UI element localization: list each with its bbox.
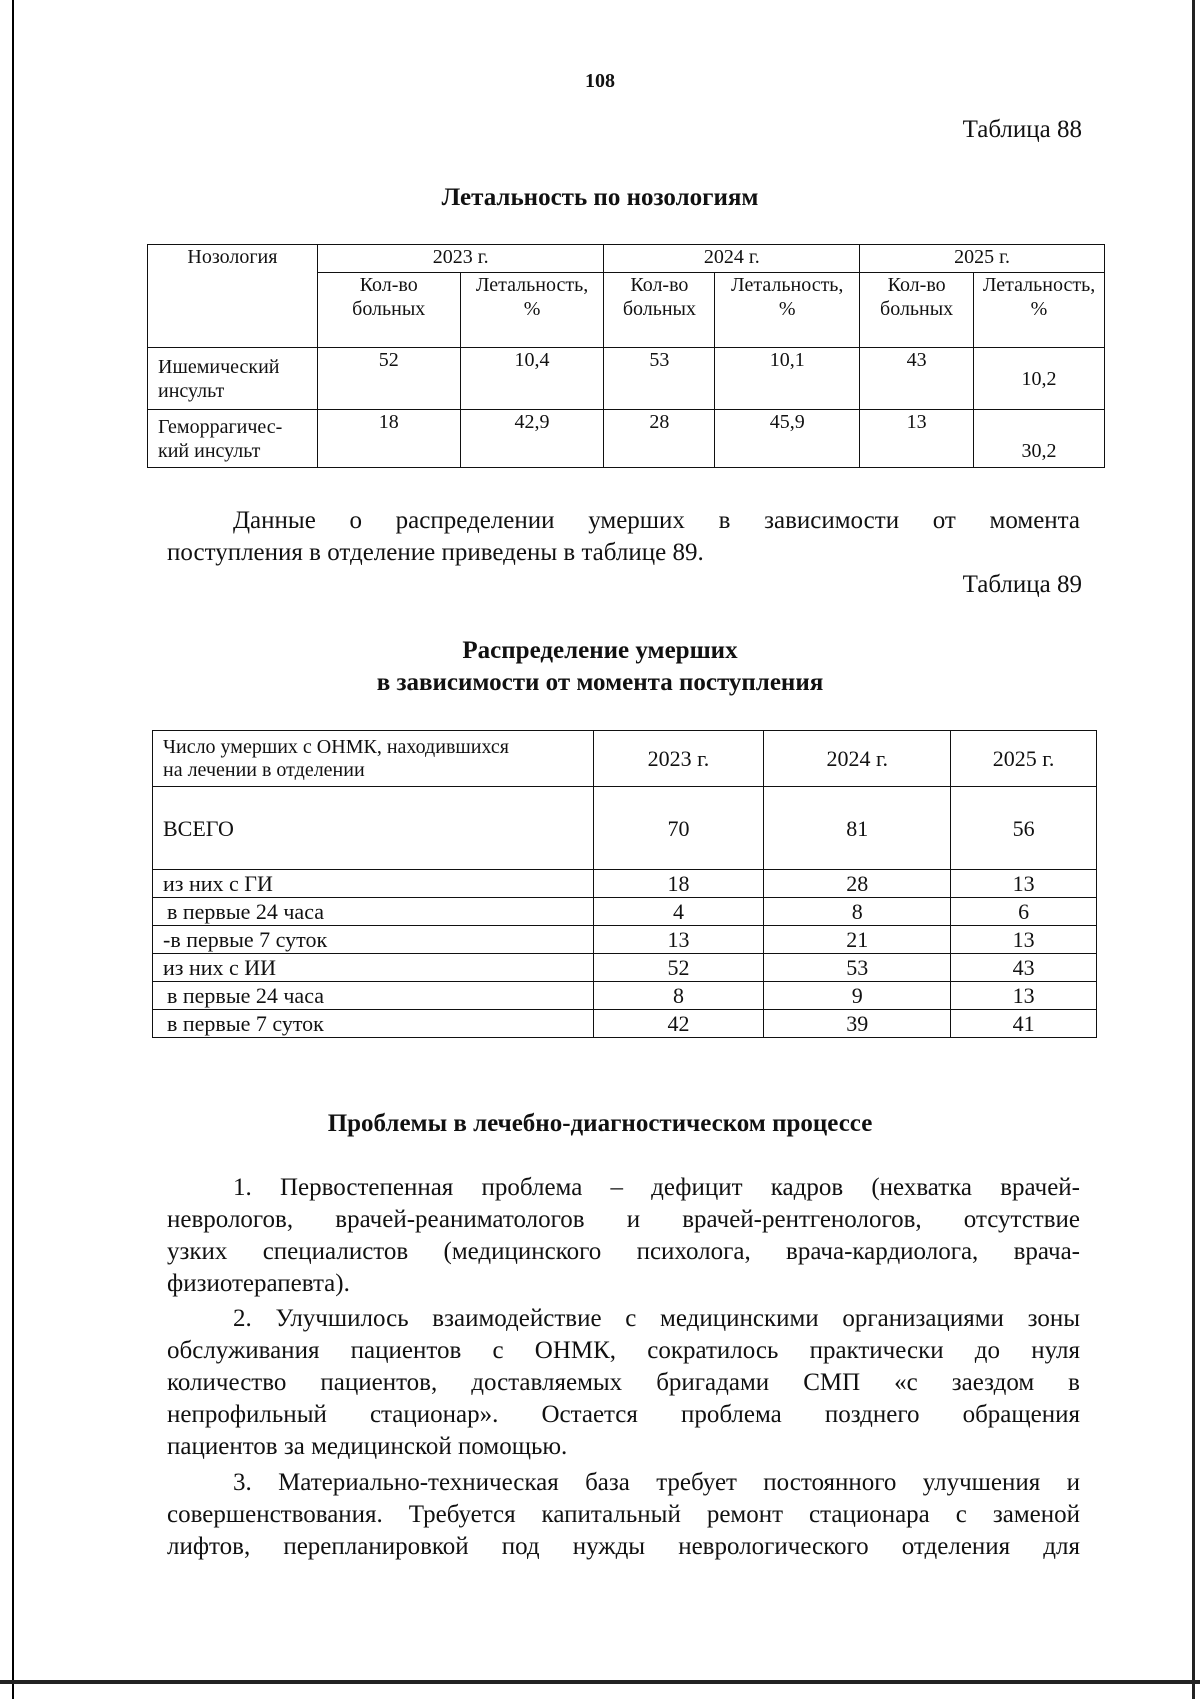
table88-year-header: 2024 г. <box>604 245 860 273</box>
table-cell: 42 <box>593 1010 764 1038</box>
table-cell: 10,1 <box>715 348 860 410</box>
paragraph-line: 1. Первостепенная проблема – дефицит кадров (нехватка врачей- <box>233 1174 1080 1201</box>
table88-subheader-count <box>317 273 460 348</box>
table-row <box>153 1010 1097 1038</box>
table89-row-label: в первые 24 часа <box>153 982 594 1010</box>
page-number: 108 <box>585 70 615 92</box>
table88-caption: Таблица 88 <box>962 116 1082 143</box>
header-label-line: на лечении в отделении <box>163 758 365 781</box>
table-cell: 13 <box>593 926 764 954</box>
table88-header-nosology: Нозология <box>148 245 318 348</box>
paragraph-line: физиотерапевта). <box>167 1270 350 1297</box>
subheader-line: Кол-во <box>359 274 418 296</box>
paragraph-line: количество пациентов, доставляемых бригадами СМП «с заездом в <box>167 1369 1080 1396</box>
table-cell: 21 <box>764 926 951 954</box>
paragraph-line: узких специалистов (медицинского психолога, врача-кардиолога, врача- <box>167 1238 1080 1265</box>
subheader-line: больных <box>352 298 426 320</box>
table-cell: 81 <box>764 787 951 870</box>
subheader-line: % <box>778 298 796 320</box>
row-name-line: инсульт <box>158 379 225 402</box>
table89-title-line: Распределение умерших <box>462 637 738 664</box>
subheader-line: Летальность, <box>731 274 844 296</box>
row-name-line: Геморрагичес- <box>158 415 283 438</box>
problems-heading: Проблемы в лечебно-диагностическом процессе <box>327 1110 873 1137</box>
subheader-line: Кол-во <box>887 274 946 296</box>
table88-year-header: 2025 г. <box>860 245 1105 273</box>
table-cell: 18 <box>317 410 460 468</box>
table-row <box>148 410 1105 468</box>
table-cell: 8 <box>593 982 764 1010</box>
problem-item-1 <box>167 1172 1080 1300</box>
table88-row-name <box>148 348 318 410</box>
table-cell: 9 <box>764 982 951 1010</box>
paragraph-line: непрофильный стационар». Остается проблема позднего обращения <box>167 1401 1080 1428</box>
table89-row-label: ВСЕГО <box>153 787 594 870</box>
table-cell: 4 <box>593 898 764 926</box>
table-cell: 30,2 <box>974 410 1105 468</box>
table89-row-label: из них с ИИ <box>153 954 594 982</box>
intro-paragraph <box>167 505 1080 569</box>
table89-row-label: из них с ГИ <box>153 870 594 898</box>
table88-subheader-mortality <box>460 273 604 348</box>
paragraph-line: 2. Улучшилось взаимодействие с медицинскими организациями зоны <box>233 1305 1080 1332</box>
paragraph-line: совершенствования. Требуется капитальный ремонт стационара с заменой <box>167 1501 1080 1528</box>
table88-title: Летальность по нозологиям <box>441 184 759 211</box>
table-cell: 10,4 <box>460 348 604 410</box>
page-bottom-edge <box>0 1680 1200 1684</box>
subheader-line: больных <box>880 298 954 320</box>
page-right-edge <box>1192 0 1195 1699</box>
table-cell: 41 <box>951 1010 1097 1038</box>
table88-row-name <box>148 410 318 468</box>
table-row <box>153 870 1097 898</box>
subheader-line: Кол-во <box>630 274 689 296</box>
paragraph-line: обслуживания пациентов с ОНМК, сократилось практически до нуля <box>167 1337 1080 1364</box>
table89-year-header: 2024 г. <box>764 731 951 787</box>
table-cell: 39 <box>764 1010 951 1038</box>
problem-item-2 <box>167 1303 1080 1463</box>
subheader-line: % <box>1030 298 1048 320</box>
row-name-line: Ишемический <box>158 355 280 378</box>
table88-subheader-mortality <box>974 273 1105 348</box>
table88-year-header: 2023 г. <box>317 245 604 273</box>
table-cell: 6 <box>951 898 1097 926</box>
table-cell: 10,2 <box>974 348 1105 410</box>
table-cell: 70 <box>593 787 764 870</box>
subheader-line: Летальность, <box>475 274 589 296</box>
table89-row-label: в первые 24 часа <box>153 898 594 926</box>
table-cell: 52 <box>317 348 460 410</box>
table88-subheader-count <box>860 273 974 348</box>
table-row <box>153 982 1097 1010</box>
paragraph-line: поступления в отделение приведены в таблице 89. <box>167 539 704 566</box>
table89 <box>152 730 1097 1038</box>
table-cell: 8 <box>764 898 951 926</box>
subheader-line: Летальность, <box>982 274 1096 296</box>
paragraph-line: 3. Материально-техническая база требует постоянного улучшения и <box>233 1469 1080 1496</box>
table89-year-header: 2025 г. <box>951 731 1097 787</box>
table88 <box>147 244 1105 468</box>
paragraph-line: Данные о распределении умерших в зависимости от момента <box>233 507 1080 534</box>
paragraph-line: неврологов, врачей-реаниматологов и врачей-рентгенологов, отсутствие <box>167 1206 1080 1233</box>
table-cell: 52 <box>593 954 764 982</box>
table-cell: 53 <box>764 954 951 982</box>
table-cell: 28 <box>764 870 951 898</box>
table-cell: 13 <box>860 410 974 468</box>
table-cell: 18 <box>593 870 764 898</box>
table-cell: 42,9 <box>460 410 604 468</box>
header-label-line: Число умерших с ОНМК, находившихся <box>163 735 509 758</box>
table-cell: 13 <box>951 926 1097 954</box>
table89-row-label: в первые 7 суток <box>153 1010 594 1038</box>
table-cell: 28 <box>604 410 715 468</box>
subheader-line: % <box>523 298 541 320</box>
table-cell: 43 <box>860 348 974 410</box>
row-name-line: кий инсульт <box>158 439 261 462</box>
table89-title-line: в зависимости от момента поступления <box>376 669 824 696</box>
table-row <box>153 898 1097 926</box>
paragraph-line: пациентов за медицинской помощью. <box>167 1433 568 1460</box>
page-left-edge <box>12 0 14 1699</box>
table-cell: 53 <box>604 348 715 410</box>
problem-item-3 <box>167 1467 1080 1563</box>
table-cell: 43 <box>951 954 1097 982</box>
table-row <box>148 348 1105 410</box>
table-cell: 45,9 <box>715 410 860 468</box>
table-cell: 56 <box>951 787 1097 870</box>
table89-caption: Таблица 89 <box>962 571 1082 598</box>
table89-header-label <box>153 731 594 787</box>
paragraph-line: лифтов, перепланировкой под нужды неврологического отделения для <box>167 1533 1080 1560</box>
table-cell: 13 <box>951 870 1097 898</box>
table-row <box>153 954 1097 982</box>
table-row <box>153 926 1097 954</box>
subheader-line: больных <box>622 298 696 320</box>
table89-year-header: 2023 г. <box>593 731 764 787</box>
table88-subheader-mortality <box>715 273 860 348</box>
table89-row-label: -в первые 7 суток <box>153 926 594 954</box>
table88-subheader-count <box>604 273 715 348</box>
table-cell: 13 <box>951 982 1097 1010</box>
table-row <box>153 787 1097 870</box>
